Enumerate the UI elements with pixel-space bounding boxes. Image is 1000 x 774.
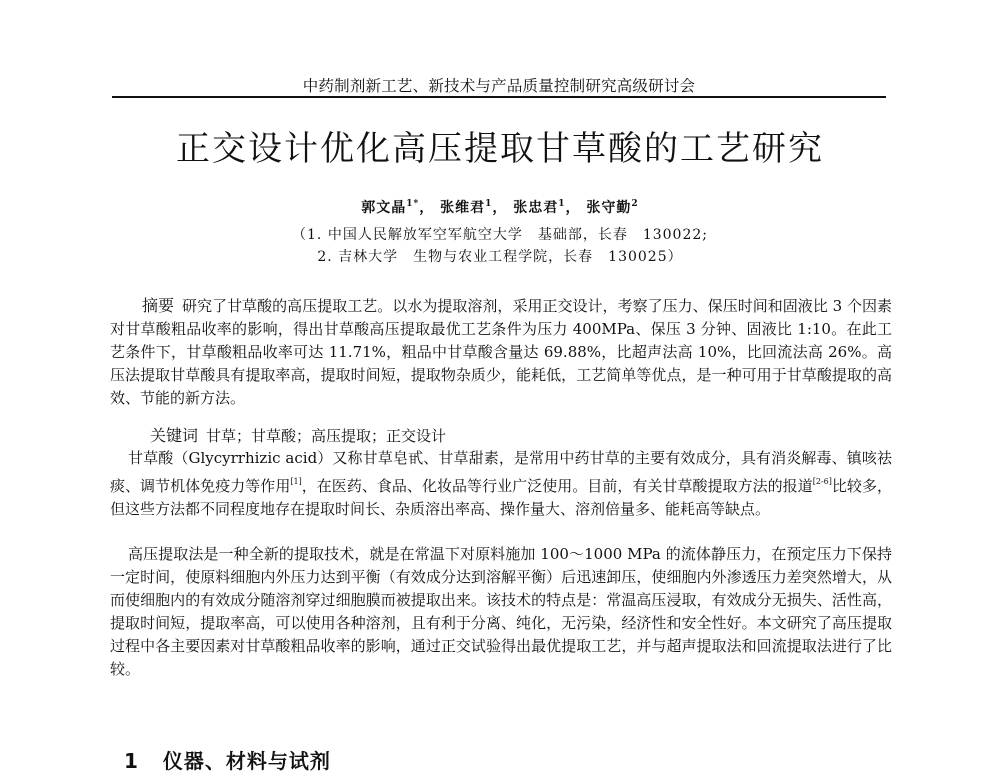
intro-text: ，在医药、食品、化妆品等行业广泛使用。目前，有关甘草酸提取方法的报道	[301, 477, 813, 495]
author-name: 张守勤	[586, 200, 632, 216]
abstract	[110, 294, 892, 410]
paper-title: 正交设计优化高压提取甘草酸的工艺研究	[176, 129, 824, 169]
citation-ref: [2-6]	[812, 477, 832, 486]
author-name: 张维君	[440, 200, 486, 216]
header-rule	[112, 96, 886, 98]
author-mark: 1	[485, 199, 493, 209]
author-mark: 2	[631, 199, 639, 209]
author-name: 张忠君	[513, 200, 559, 216]
section-number: 1	[124, 749, 139, 773]
intro-text: 比较多，但这些方法都不同程度地存在提取时间长、杂质溶出率高、操作量大、溶剂倍量多、能耗高等缺点。	[110, 477, 892, 518]
conference-header: 中药制剂新工艺、新技术与产品质量控制研究高级研讨会	[302, 77, 696, 95]
author-list: 郭文晶$^{1*}$， 张维君$^1$， 张忠君$^1$， 张守勤$^2$	[361, 199, 639, 216]
keywords	[110, 424, 892, 448]
citation-ref: [1]	[290, 477, 302, 486]
intro-paragraph-2: 高压提取法是一种全新的提取技术，就是在常温下对原料施加 100～1000 MPa 的流体静压力，在预定压力下保持一定时间，使原料细胞内外压力达到平衡（有效成分达到溶解平衡）后迅速卸压，使细胞内外渗透压力差突然增大，从而使细胞内的有效成分随溶剂穿过细胞膜而被提取出来。该技术的特点是：常温高压浸取，有效成分无损失、活性高，提取时间短，提取率高，可以使用各种溶剂，且有利于分离、纯化，无污染，经济性和安全性好。本文研究了高压提取过程中各主要因素对甘草酸粗品收率的影响，通过正交试验得出最优提取工艺，并与超声提取法和回流提取法进行了比较。	[110, 545, 892, 678]
author-mark: 1	[558, 199, 566, 209]
keywords-label: 关键词	[150, 426, 199, 445]
affiliation-line-1: （1. 中国人民解放军空军航空大学 基础部，长春 130022;	[292, 227, 708, 243]
intro-paragraph-1	[110, 447, 892, 521]
author-name: 郭文晶	[361, 200, 407, 216]
abstract-text: 研究了甘草酸的高压提取工艺。以水为提取溶剂，采用正交设计，考察了压力、保压时间和固液比 3 个因素对甘草酸粗品收率的影响，得出甘草酸高压提取最优工艺条件为压力 400MPa、保压 3 分钟、固液比 1:10。在此工艺条件下，甘草酸粗品收率可达 11.71%，粗品中甘草酸含量达 69.88%，比超声法高 10%，比回流法高 26%。高压法提取甘草酸具有提取率高，提取时间短，提取物杂质少，能耗低，工艺简单等优点，是一种可用于甘草酸提取的高效、节能的新方法。	[110, 297, 892, 407]
author-mark: 1*	[406, 199, 420, 209]
section-title: 仪器、材料与试剂	[162, 749, 331, 773]
keywords-text: 甘草；甘草酸；高压提取；正交设计	[206, 427, 447, 445]
affiliation-line-2: 2. 吉林大学 生物与农业工程学院，长春 130025）	[317, 249, 683, 265]
abstract-label: 摘要	[142, 296, 175, 315]
intro-text: 甘草酸（Glycyrrhizic acid）又称甘草皂甙、甘草甜素，是常用中药甘草的主要有效成分，具有消炎解毒、镇咳祛痰、调节机体免疫力等作用	[110, 449, 892, 495]
